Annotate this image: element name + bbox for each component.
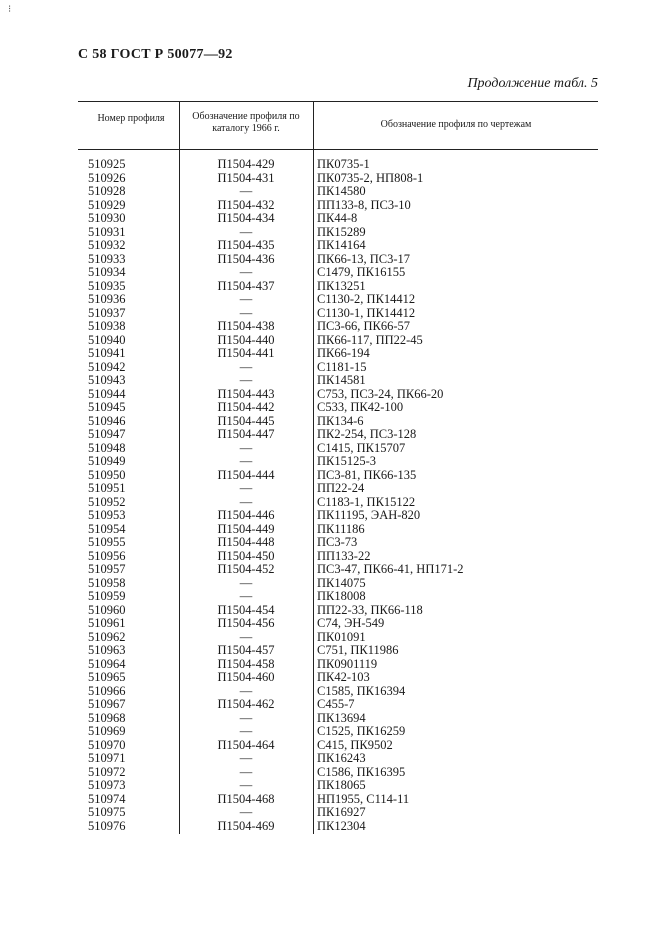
cell-catalog-designation: — bbox=[239, 629, 253, 644]
cell-drawing-designation: ПК2-254, ПС3-128 bbox=[317, 427, 417, 441]
cell-profile-number: 510943 bbox=[88, 373, 126, 387]
cell-catalog-designation: П1504-442 bbox=[217, 400, 275, 414]
table-row bbox=[0, 401, 661, 415]
cell-drawing-designation: ПК11195, ЭАН-820 bbox=[317, 508, 421, 522]
cell-drawing-designation: ПК15125-3 bbox=[317, 454, 377, 468]
cell-profile-number: 510964 bbox=[88, 656, 126, 671]
cell-catalog-designation: П1504-432 bbox=[217, 197, 275, 212]
table-row bbox=[0, 563, 661, 577]
cell-drawing-designation: ПС3-47, ПК66-41, НП171-2 bbox=[317, 562, 464, 576]
table-row bbox=[0, 523, 661, 537]
cell-catalog-designation: П1504-449 bbox=[217, 521, 275, 536]
cell-catalog-designation: — bbox=[239, 724, 253, 738]
cell-drawing-designation: С455-7 bbox=[317, 697, 355, 711]
cell-drawing-designation: С1479, ПК16155 bbox=[317, 265, 406, 279]
cell-profile-number: 510949 bbox=[88, 454, 126, 468]
cell-catalog-designation: П1504-438 bbox=[217, 319, 275, 333]
cell-drawing-designation: С415, ПК9502 bbox=[317, 737, 393, 752]
cell-drawing-designation: ПК18065 bbox=[317, 778, 366, 792]
table-row bbox=[0, 550, 661, 564]
cell-catalog-designation: П1504-443 bbox=[217, 386, 275, 401]
cell-profile-number: 510969 bbox=[88, 724, 126, 738]
table-row bbox=[0, 631, 661, 645]
cell-catalog-designation: П1504-452 bbox=[217, 562, 275, 576]
table-row bbox=[0, 469, 661, 483]
cell-drawing-designation: ПК44-8 bbox=[317, 211, 358, 225]
cell-drawing-designation: ПК66-13, ПС3-17 bbox=[317, 251, 411, 266]
column-header-drawings: Обозначение профиля по чертежам bbox=[380, 119, 532, 130]
cell-catalog-designation: — bbox=[239, 440, 253, 455]
table-body bbox=[0, 158, 661, 833]
table-row bbox=[0, 158, 661, 172]
cell-profile-number: 510944 bbox=[88, 386, 126, 401]
cell-drawing-designation: ПК13251 bbox=[317, 278, 366, 293]
table-row bbox=[0, 374, 661, 388]
cell-profile-number: 510938 bbox=[88, 319, 126, 333]
cell-profile-number: 510935 bbox=[88, 278, 126, 293]
table-row bbox=[0, 604, 661, 618]
cell-drawing-designation: ПК01091 bbox=[317, 629, 366, 644]
table-row bbox=[0, 266, 661, 280]
cell-drawing-designation: С753, ПС3-24, ПК66-20 bbox=[317, 386, 444, 401]
cell-profile-number: 510930 bbox=[88, 211, 126, 225]
cell-profile-number: 510975 bbox=[88, 805, 126, 819]
cell-profile-number: 510950 bbox=[88, 467, 126, 482]
table-row bbox=[0, 212, 661, 226]
table-row bbox=[0, 752, 661, 766]
cell-catalog-designation: П1504-444 bbox=[217, 467, 275, 482]
cell-drawing-designation: ПП133-22 bbox=[317, 548, 371, 563]
cell-catalog-designation: — bbox=[239, 292, 253, 306]
cell-catalog-designation: — bbox=[239, 589, 253, 603]
cell-drawing-designation: С1130-2, ПК14412 bbox=[317, 292, 416, 306]
cell-drawing-designation: ПК14580 bbox=[317, 184, 366, 198]
cell-profile-number: 510942 bbox=[88, 359, 126, 374]
cell-drawing-designation: ПС3-81, ПК66-135 bbox=[317, 467, 417, 482]
cell-drawing-designation: ПС3-73 bbox=[317, 535, 358, 549]
table-row bbox=[0, 239, 661, 253]
cell-catalog-designation: П1504-457 bbox=[217, 643, 275, 657]
cell-catalog-designation: П1504-462 bbox=[217, 697, 275, 711]
cell-catalog-designation: П1504-468 bbox=[217, 791, 275, 806]
cell-profile-number: 510963 bbox=[88, 643, 126, 657]
cell-profile-number: 510945 bbox=[88, 400, 126, 414]
cell-catalog-designation: — bbox=[239, 710, 253, 725]
margin-mark: ⁝ bbox=[8, 4, 12, 15]
cell-profile-number: 510948 bbox=[88, 440, 126, 455]
cell-catalog-designation: — bbox=[239, 575, 253, 590]
cell-catalog-designation: П1504-464 bbox=[217, 737, 275, 752]
table-row bbox=[0, 617, 661, 631]
cell-profile-number: 510951 bbox=[88, 481, 126, 495]
cell-profile-number: 510931 bbox=[88, 224, 126, 239]
table-row bbox=[0, 577, 661, 591]
table-row bbox=[0, 658, 661, 672]
table-continuation-label: Продолжение табл. 5 bbox=[467, 76, 598, 91]
table-row bbox=[0, 388, 661, 402]
cell-profile-number: 510928 bbox=[88, 184, 126, 198]
cell-drawing-designation: ПК66-194 bbox=[317, 346, 370, 360]
cell-profile-number: 510960 bbox=[88, 602, 126, 617]
table-row bbox=[0, 455, 661, 469]
table-row bbox=[0, 361, 661, 375]
cell-catalog-designation: П1504-434 bbox=[217, 211, 275, 225]
cell-profile-number: 510966 bbox=[88, 683, 126, 698]
cell-catalog-designation: — bbox=[239, 224, 253, 239]
cell-profile-number: 510956 bbox=[88, 548, 126, 563]
cell-drawing-designation: ПК14581 bbox=[317, 373, 366, 387]
cell-drawing-designation: ПК14164 bbox=[317, 238, 366, 252]
cell-profile-number: 510946 bbox=[88, 413, 126, 428]
table-row bbox=[0, 590, 661, 604]
table-row bbox=[0, 806, 661, 820]
cell-profile-number: 510974 bbox=[88, 791, 126, 806]
table-row bbox=[0, 644, 661, 658]
cell-catalog-designation: — bbox=[239, 184, 253, 198]
cell-drawing-designation: ПК13694 bbox=[317, 710, 366, 725]
cell-catalog-designation: П1504-448 bbox=[217, 535, 275, 549]
table-row bbox=[0, 172, 661, 186]
cell-profile-number: 510970 bbox=[88, 737, 126, 752]
cell-profile-number: 510958 bbox=[88, 575, 126, 590]
cell-profile-number: 510937 bbox=[88, 305, 126, 320]
cell-catalog-designation: П1504-431 bbox=[217, 170, 275, 185]
cell-catalog-designation: — bbox=[239, 751, 253, 765]
table-row bbox=[0, 536, 661, 550]
table-row bbox=[0, 293, 661, 307]
table-row bbox=[0, 725, 661, 739]
table-row bbox=[0, 185, 661, 199]
cell-catalog-designation: — bbox=[239, 305, 253, 320]
cell-drawing-designation: С1183-1, ПК15122 bbox=[317, 494, 416, 509]
cell-profile-number: 510925 bbox=[88, 157, 126, 171]
cell-catalog-designation: — bbox=[239, 778, 253, 792]
cell-drawing-designation: ПК66-117, ПП22-45 bbox=[317, 332, 423, 347]
cell-catalog-designation: — bbox=[239, 265, 253, 279]
table-row bbox=[0, 496, 661, 510]
header-divider-1 bbox=[179, 101, 180, 149]
table-row bbox=[0, 482, 661, 496]
cell-drawing-designation: ПК16243 bbox=[317, 751, 366, 765]
cell-profile-number: 510961 bbox=[88, 616, 126, 630]
header-divider-2 bbox=[313, 101, 314, 149]
cell-catalog-designation: П1504-436 bbox=[217, 251, 275, 266]
cell-drawing-designation: ПК0735-1 bbox=[317, 157, 370, 171]
cell-drawing-designation: ПК15289 bbox=[317, 224, 366, 239]
table-row bbox=[0, 334, 661, 348]
cell-profile-number: 510972 bbox=[88, 764, 126, 779]
cell-drawing-designation: ПК11186 bbox=[317, 521, 365, 536]
cell-drawing-designation: ПК0901119 bbox=[317, 656, 378, 671]
table-row bbox=[0, 199, 661, 213]
table-row bbox=[0, 415, 661, 429]
cell-catalog-designation: П1504-429 bbox=[217, 157, 275, 171]
cell-profile-number: 510959 bbox=[88, 589, 126, 603]
cell-catalog-designation: П1504-437 bbox=[217, 278, 275, 293]
cell-drawing-designation: ПК14075 bbox=[317, 575, 366, 590]
cell-profile-number: 510934 bbox=[88, 265, 126, 279]
cell-drawing-designation: ПС3-66, ПК66-57 bbox=[317, 319, 411, 333]
cell-catalog-designation: П1504-435 bbox=[217, 238, 275, 252]
table-header-rule bbox=[78, 149, 598, 150]
cell-profile-number: 510932 bbox=[88, 238, 126, 252]
table-row bbox=[0, 307, 661, 321]
cell-drawing-designation: ПП22-33, ПК66-118 bbox=[317, 602, 423, 617]
cell-profile-number: 510971 bbox=[88, 751, 126, 765]
cell-drawing-designation: С1525, ПК16259 bbox=[317, 724, 406, 738]
cell-profile-number: 510965 bbox=[88, 670, 126, 684]
page-header: С 58 ГОСТ Р 50077—92 bbox=[78, 47, 233, 62]
cell-catalog-designation: П1504-441 bbox=[217, 346, 275, 360]
cell-catalog-designation: — bbox=[239, 359, 253, 374]
cell-catalog-designation: — bbox=[239, 454, 253, 468]
cell-drawing-designation: С74, ЭН-549 bbox=[317, 616, 385, 630]
cell-catalog-designation: П1504-447 bbox=[217, 427, 275, 441]
table-row bbox=[0, 442, 661, 456]
table-row bbox=[0, 793, 661, 807]
column-header-catalog: Обозначение профиля по каталогу 1966 г. bbox=[192, 111, 300, 134]
table-row bbox=[0, 739, 661, 753]
table-row bbox=[0, 280, 661, 294]
cell-profile-number: 510929 bbox=[88, 197, 126, 212]
cell-drawing-designation: С1586, ПК16395 bbox=[317, 764, 406, 779]
cell-drawing-designation: ПК42-103 bbox=[317, 670, 370, 684]
cell-drawing-designation: С1415, ПК15707 bbox=[317, 440, 406, 455]
table-row bbox=[0, 712, 661, 726]
table-row bbox=[0, 509, 661, 523]
cell-catalog-designation: П1504-446 bbox=[217, 508, 275, 522]
cell-drawing-designation: ПП133-8, ПС3-10 bbox=[317, 197, 411, 212]
table-row bbox=[0, 685, 661, 699]
cell-profile-number: 510967 bbox=[88, 697, 126, 711]
table-row bbox=[0, 766, 661, 780]
cell-catalog-designation: П1504-456 bbox=[217, 616, 275, 630]
cell-profile-number: 510941 bbox=[88, 346, 126, 360]
cell-profile-number: 510953 bbox=[88, 508, 126, 522]
cell-catalog-designation: П1504-460 bbox=[217, 670, 275, 684]
cell-catalog-designation: — bbox=[239, 764, 253, 779]
table-row bbox=[0, 428, 661, 442]
cell-profile-number: 510933 bbox=[88, 251, 126, 266]
cell-drawing-designation: С1130-1, ПК14412 bbox=[317, 305, 416, 320]
cell-drawing-designation: С751, ПК11986 bbox=[317, 643, 399, 657]
cell-drawing-designation: ПК134-6 bbox=[317, 413, 364, 428]
cell-drawing-designation: ПК18008 bbox=[317, 589, 366, 603]
cell-profile-number: 510926 bbox=[88, 170, 126, 185]
cell-profile-number: 510955 bbox=[88, 535, 126, 549]
cell-drawing-designation: С1585, ПК16394 bbox=[317, 683, 406, 698]
table-row bbox=[0, 226, 661, 240]
cell-profile-number: 510976 bbox=[88, 818, 126, 833]
cell-profile-number: 510940 bbox=[88, 332, 126, 347]
cell-catalog-designation: — bbox=[239, 494, 253, 509]
cell-profile-number: 510962 bbox=[88, 629, 126, 644]
cell-drawing-designation: ПП22-24 bbox=[317, 481, 365, 495]
cell-profile-number: 510954 bbox=[88, 521, 126, 536]
cell-drawing-designation: НП1955, С114-11 bbox=[317, 791, 410, 806]
cell-profile-number: 510957 bbox=[88, 562, 126, 576]
cell-catalog-designation: — bbox=[239, 683, 253, 698]
table-row bbox=[0, 347, 661, 361]
cell-catalog-designation: П1504-469 bbox=[217, 818, 275, 833]
table-row bbox=[0, 320, 661, 334]
cell-catalog-designation: П1504-450 bbox=[217, 548, 275, 563]
cell-drawing-designation: ПК0735-2, НП808-1 bbox=[317, 170, 424, 185]
table-row bbox=[0, 671, 661, 685]
cell-drawing-designation: С1181-15 bbox=[317, 359, 367, 374]
cell-profile-number: 510952 bbox=[88, 494, 126, 509]
cell-profile-number: 510947 bbox=[88, 427, 126, 441]
table-row bbox=[0, 253, 661, 267]
cell-catalog-designation: — bbox=[239, 481, 253, 495]
cell-drawing-designation: ПК12304 bbox=[317, 818, 366, 833]
cell-profile-number: 510973 bbox=[88, 778, 126, 792]
cell-profile-number: 510968 bbox=[88, 710, 126, 725]
table-top-rule bbox=[78, 101, 598, 102]
column-header-number: Номер профиля bbox=[97, 113, 165, 124]
cell-catalog-designation: П1504-445 bbox=[217, 413, 275, 428]
cell-drawing-designation: ПК16927 bbox=[317, 805, 366, 819]
cell-profile-number: 510936 bbox=[88, 292, 126, 306]
cell-catalog-designation: П1504-458 bbox=[217, 656, 275, 671]
table-row bbox=[0, 779, 661, 793]
cell-catalog-designation: — bbox=[239, 805, 253, 819]
cell-drawing-designation: С533, ПК42-100 bbox=[317, 400, 404, 414]
cell-catalog-designation: П1504-440 bbox=[217, 332, 275, 347]
cell-catalog-designation: П1504-454 bbox=[217, 602, 275, 617]
cell-catalog-designation: — bbox=[239, 373, 253, 387]
table-row bbox=[0, 698, 661, 712]
table-row bbox=[0, 820, 661, 834]
